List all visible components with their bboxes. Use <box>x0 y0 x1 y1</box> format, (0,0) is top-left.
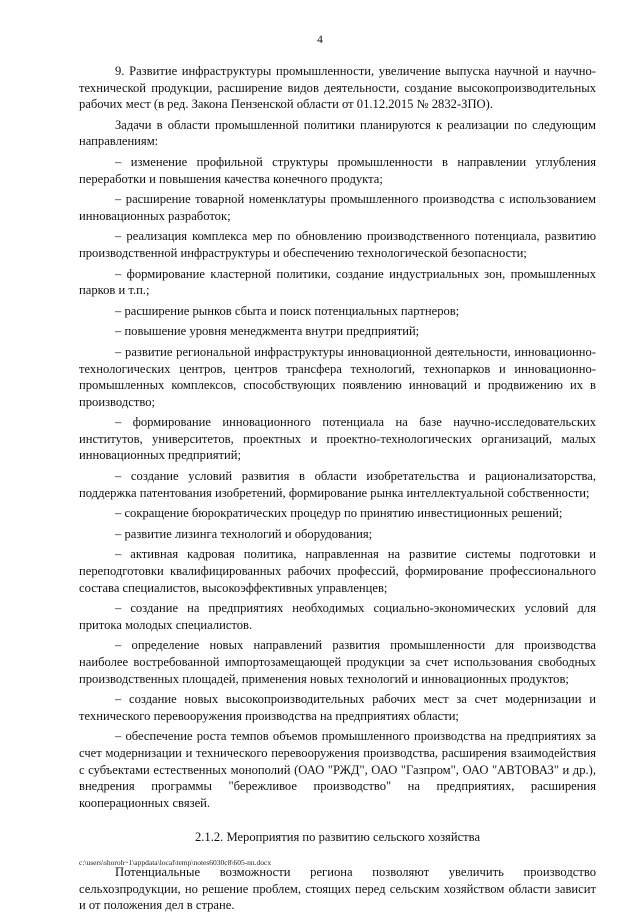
page-number: 4 <box>317 34 323 46</box>
list-item: – создание условий развития в области изобретательства и рационализаторства, поддержка патентования изобретений, формирование рынка интеллектуальной собственности; <box>79 469 596 500</box>
paragraph-tasks-intro: Задачи в области промышленной политики планируются к реализации по следующим направлениям: <box>79 117 596 149</box>
section-heading: 2.1.2. Мероприятия по развитию сельского хозяйства <box>194 830 481 845</box>
list-item: – развитие региональной инфраструктуры инновационной деятельности, инновационно-технологических центров, центров трансфера технологий, технопарков и инновационно-промышленных комплексов, способствующих появлению инноваций и продвижению их в производство; <box>79 344 596 409</box>
list-item: – обеспечение роста темпов объемов промышленного производства на предприятиях за счет модернизации и технического перевооружения производства, расширения взаимодействия с субъектами естественных монополий (ОАО "РЖД", ОАО "Газпром", ОАО "АВТОВАЗ" и др.), внедрения программы "бережливое производство" на предприятиях, расширения кооперационных связей. <box>79 729 596 810</box>
list-item: – повышение уровня менеджмента внутри предприятий; <box>115 324 420 339</box>
document-body <box>79 63 596 914</box>
list-item: – активная кадровая политика, направленная на развитие системы подготовки и переподготовки квалифицированных рабочих профессий, формирование профессионального состава специалистов, высокоэффективных управленцев; <box>79 547 596 595</box>
list-item: – расширение рынков сбыта и поиск потенциальных партнеров; <box>115 303 460 318</box>
list-item: – изменение профильной структуры промышленности в направлении углубления переработки и повышения качества конечного продукта; <box>79 154 596 186</box>
list-item: – расширение товарной номенклатуры промышленного производства с использованием инновационных разработок; <box>79 192 596 223</box>
list-item: – формирование инновационного потенциала на базе научно-исследовательских институтов, университетов, проектных и проектно-технологических организаций, малых инновационных предприятий; <box>79 415 596 463</box>
paragraph-agriculture: Потенциальные возможности региона позволяют увеличить производство сельхозпродукции, но решение проблем, стоящих перед сельским хозяйством области зависит и от положения дел в стране. <box>79 864 596 913</box>
list-item: – реализация комплекса мер по обновлению производственного потенциала, развитию производственной инфраструктуры и обеспечению технологической безопасности; <box>79 229 596 260</box>
list-item: – создание новых высокопроизводительных рабочих мест за счет модернизации и технического перевооружения производства на предприятиях области; <box>79 692 596 723</box>
list-item: – определение новых направлений развития промышленности для производства наиболее востребованной импортозамещающей продукции за счет использования свободных производственных площадей, применения новых технологий и инновационных продуктов; <box>79 638 596 686</box>
paragraph-infrastructure: 9. Развитие инфраструктуры промышленности, увеличение выпуска научной и научно-технической продукции, расширение видов деятельности, создание высокопроизводительных рабочих мест (в ред. Закона Пензенской области от 01.12.2015 № 2832-ЗПО). <box>79 64 596 112</box>
list-item: – сокращение бюрократических процедур по принятию инвестиционных решений; <box>115 506 563 521</box>
list-item: – создание на предприятиях необходимых социально-экономических условий для притока молодых специалистов. <box>79 601 596 632</box>
list-item: – развитие лизинга технологий и оборудования; <box>115 526 373 541</box>
footer-file-path: c:\users\shoroh~1\appdata\local\temp\notes6030c8\605-nn.docx <box>79 858 272 867</box>
list-item: – формирование кластерной политики, создание индустриальных зон, промышленных парков и т.п.; <box>79 266 596 298</box>
